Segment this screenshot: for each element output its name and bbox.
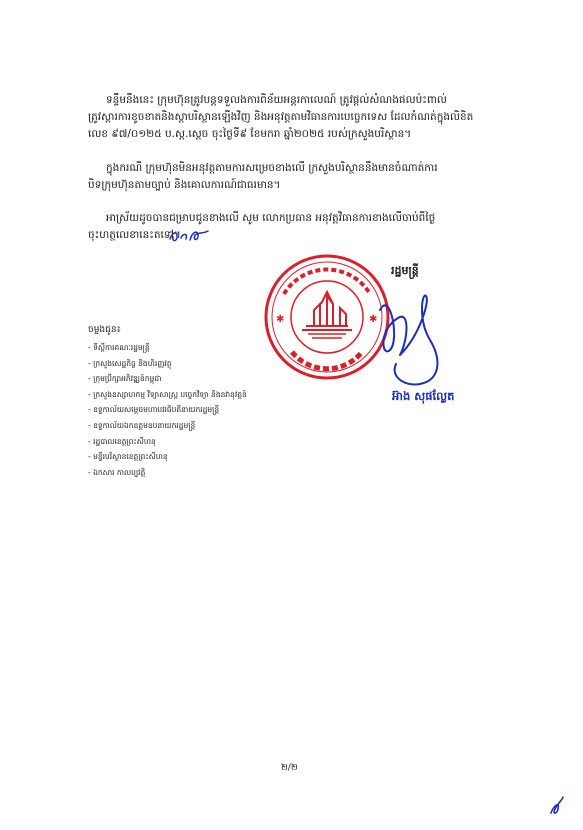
signer-name: អ៊ាង សុផល្លែត: [392, 389, 455, 403]
paragraph-penalties: [88, 92, 496, 143]
paragraph-line: ក្នុងករណី ក្រុមហ៊ុនមិនអនុវត្តតាមការសម្រេចខាងលើ ក្រសួងបរិស្ថាននឹងមានចំណាត់ការ: [106, 162, 438, 174]
paragraph-line: ចុះហត្ថលេខានេះតទៅ។: [88, 229, 181, 241]
svg-text:✱: ✱: [369, 314, 378, 325]
paragraph-closure-warning: [88, 160, 496, 194]
initial-mark: [548, 795, 566, 817]
paragraph-line: អាស្រ័យដូចបានជម្រាបជូនខាងលើ សូម លោកប្រធាន អនុវត្តវិធានការខាងលើចាប់ពីថ្ងៃ: [106, 212, 436, 224]
cc-item: - មន្ទីរបរិស្ថានខេត្តព្រះសីហនុ: [88, 452, 168, 462]
page-number: ២/២: [281, 763, 298, 773]
svg-text:✱: ✱: [276, 314, 285, 325]
paragraph-line: ទន្ទឹមនឹងនេះ ក្រុមហ៊ុនត្រូវបន្តទទួលងការពិន័យអន្តរកាលេណ៍ ត្រូវផ្តល់សំណងផលប៉ះពាល់: [106, 94, 447, 106]
cc-item: - ឧទ្ទកាល័យឯកឧត្តមឧបនាយករដ្ឋមន្ត្រី: [88, 420, 196, 430]
cc-list: [88, 340, 247, 480]
cc-item: - រដ្ឋបាលខេត្តព្រះសីហនុ: [88, 436, 156, 446]
handwritten-signature: [360, 280, 460, 390]
paragraph-line: លេខ ៩៧/០១២៥ ប.ស្ត.ស្តេច ចុះថ្ងៃទី៩ ខែមករា ឆ្នាំ២០២៥ របស់ក្រសួងបរិស្ថាន។: [88, 128, 412, 140]
paragraph-request: [88, 210, 496, 244]
cc-item: - ក្រសួងសេដ្ឋកិច្ច និងហិរញ្ញវត្ថុ: [88, 358, 172, 368]
cc-item: - ក្រសួងឧស្សាហកម្ម វិទ្យាសាស្ត្រ បច្ចេកវិទ្យា និងនវានុវត្តន៍: [88, 389, 247, 399]
cc-item: - ទីស្តីការគណៈរដ្ឋមន្ត្រី: [88, 343, 150, 352]
cc-item: - ឧទ្ទកាល័យសម្តេចមហាបវរធិបតីនាយករដ្ឋមន្ត្រី: [88, 405, 220, 415]
signatory-title: រដ្ឋមន្ត្រី: [391, 264, 419, 277]
cc-heading: ចម្លងជូន៖: [88, 325, 121, 335]
handwritten-date-mark: [168, 228, 210, 244]
paragraph-line: ត្រូវស្តារការខូចខាតនិងស្តាបរិស្ថានឡើងវិញ និងអនុវត្តតាមវិធានការបេច្ចេកទេស ដែលកំណត់ក្នុងលិខិត: [88, 111, 474, 123]
cc-item: - ឯកសារ កាលប្បវត្តិ: [88, 467, 146, 477]
paragraph-line: បិទក្រុមហ៊ុនតាមច្បាប់ និងគោលការណ៍ជាធរមាន។: [88, 179, 281, 191]
cc-item: - ក្រុមប្រឹក្សាអភិវឌ្ឍន៍កម្ពុជា: [88, 374, 162, 384]
